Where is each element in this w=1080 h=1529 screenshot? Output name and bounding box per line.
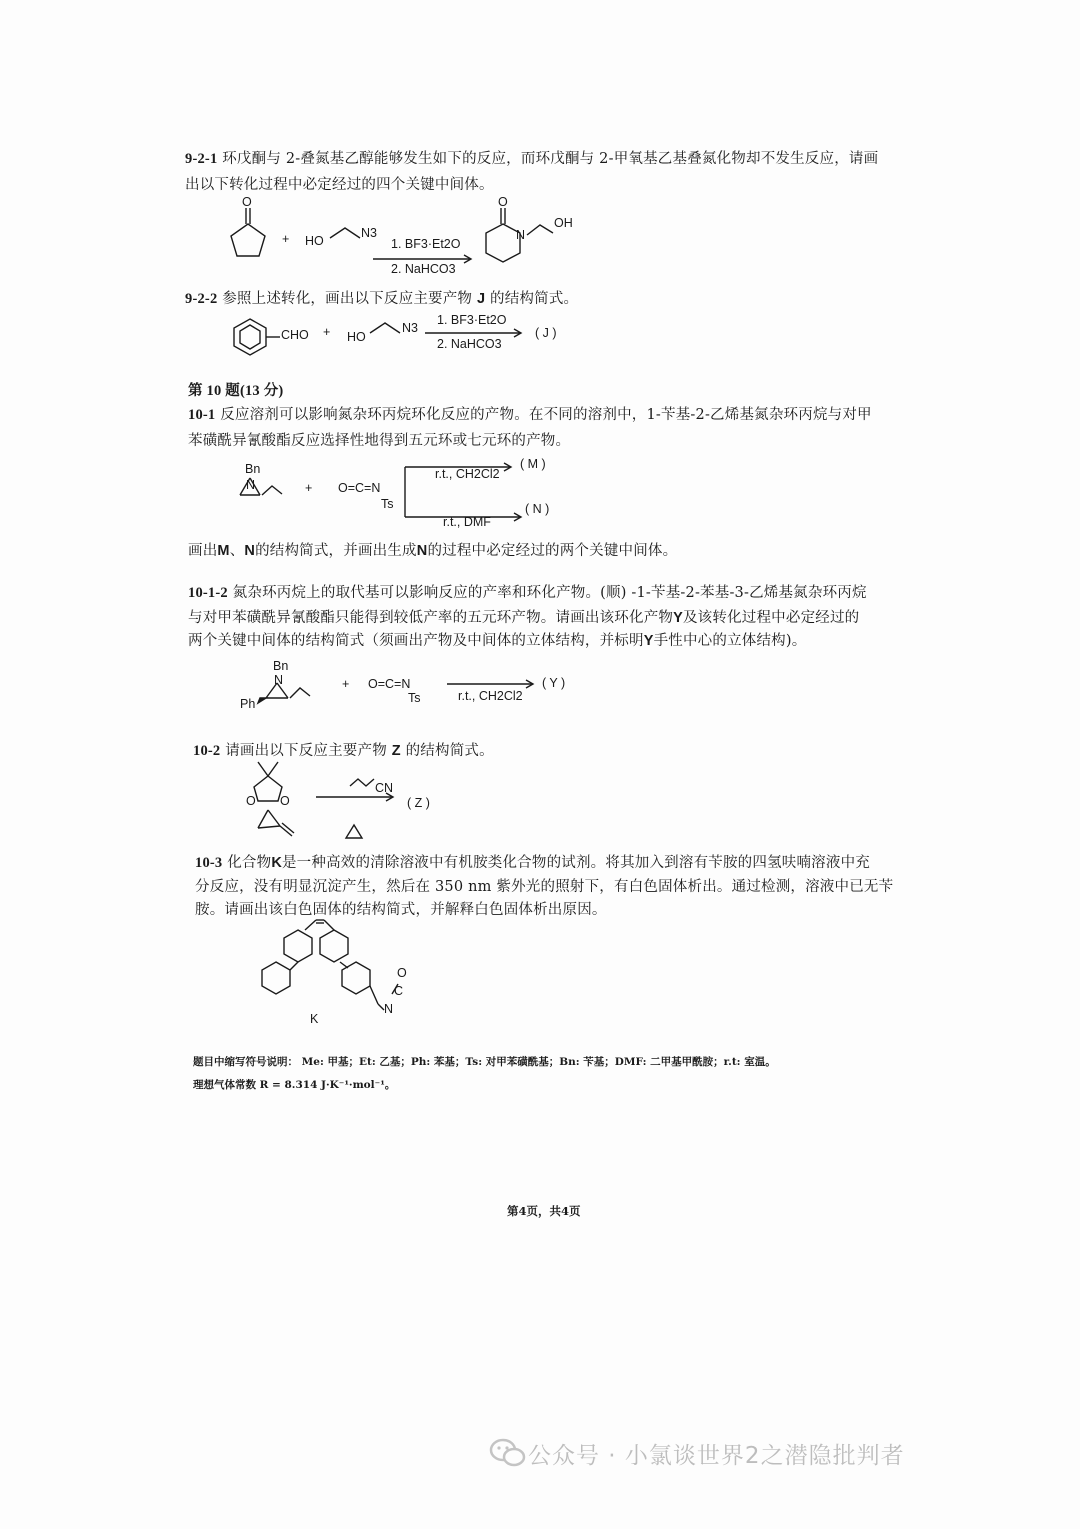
q101-q-M: M (217, 543, 230, 559)
lactam-oh-label: OH (554, 216, 573, 230)
q921-reagent1: 1. BF3·Et2O (391, 237, 461, 251)
q1012-ph-label: Ph (240, 697, 256, 711)
q1012-n-label: N (274, 673, 284, 687)
abbrev-notes: 题目中缩写符号说明： Me: 甲基；Et: 乙基；Ph: 苯基；Ts: 对甲苯磺酰基；Bn: 苄基；DMF: 二甲基甲酰胺；r.t: 室温。 (193, 1056, 776, 1068)
q101-q-N: N (244, 543, 256, 559)
cyclopentanone-structure (231, 208, 265, 256)
phenyl-vinyl-aziridine-structure (258, 683, 310, 703)
q922-plus: + (323, 325, 331, 339)
q101-q-b: 的结构简式，并画出生成 (255, 543, 417, 559)
q101-ts: Ts (381, 497, 394, 511)
q922-product: ( J ) (535, 326, 557, 340)
q921-plus: + (282, 232, 290, 246)
q101-product-M: ( M ) (520, 457, 546, 471)
q1012-cond: r.t., CH2Cl2 (458, 689, 523, 703)
q1012-plus: + (342, 677, 350, 691)
q103-text1b: 是一种高效的清除溶液中有机胺类化合物的试剂。将其加入到溶有苄胺的四氢呋喃溶液中充 (281, 855, 870, 871)
q102-number: 10-2 (193, 743, 221, 759)
q101-n-label: N (246, 478, 256, 492)
q922-text-a: 参照上述转化，画出以下反应主要产物 (222, 291, 473, 307)
q102-cn-label: CN (375, 781, 394, 795)
q922-n3-label: N3 (402, 321, 418, 335)
q922-chain (370, 323, 400, 333)
q101-cond2: r.t., DMF (443, 515, 491, 529)
q922-ho-label: HO (347, 330, 366, 344)
q102-product-label: Z (391, 743, 401, 759)
q101-q-c: 的过程中必定经过的两个关键中间体。 (427, 543, 678, 559)
q1012-product: ( Y ) (542, 676, 566, 690)
benzaldehyde-structure (234, 319, 280, 355)
q101-plus: + (305, 481, 313, 495)
q1012-text3a: 两个关键中间体的结构简式（须画出产物及中间体的立体结构，并标明 (188, 633, 644, 649)
q1012-text2a: 与对甲苯磺酰异氰酸酯只能得到较低产率的五元环产物。请画出该环化产物 (188, 610, 674, 626)
ketone-o-label: O (242, 195, 252, 209)
q101-line2: 苯磺酰异氰酸酯反应选择性地得到五元环或七元环的产物。 (188, 433, 571, 449)
q103-text1a: 化合物 (227, 855, 272, 871)
q102-text-a: 请画出以下反应主要产物 (225, 743, 387, 759)
gas-constant-note: 理想气体常数 R = 8.314 J·K⁻¹·mol⁻¹。 (193, 1079, 396, 1091)
q101-q-N2: N (416, 543, 428, 559)
q921-line2: 出以下转化过程中必定经过的四个关键中间体。 (185, 177, 494, 193)
q1012-ts: Ts (408, 691, 421, 705)
dioxane-o1-label: O (246, 794, 256, 808)
q1012-number: 10-1-2 (188, 585, 228, 601)
q1012-text2b: 及该转化过程中必定经过的 (682, 610, 860, 626)
lactam-o-label: O (498, 195, 508, 209)
q922-text-b: 的结构简式。 (490, 291, 579, 307)
lactam-n-label: N (516, 228, 526, 242)
q921-number: 9-2-1 (185, 151, 218, 167)
q101-product-N: ( N ) (525, 502, 550, 516)
q103-line3: 胺。请画出该白色固体的结构简式，并解释白色固体析出原因。 (195, 902, 607, 918)
q1012-text3-Y: Y (643, 633, 654, 649)
q1012-bn-label: Bn (273, 659, 289, 673)
q103-line2: 分反应，没有明显沉淀产生，然后在 350 nm 紫外光的照射下，有白色固体析出。通过检测，溶液中已无苄 (195, 879, 894, 895)
q103-number: 10-3 (195, 855, 223, 871)
k-n-label: N (384, 1002, 394, 1016)
q921-n3-label: N3 (361, 226, 377, 240)
q101-bn-label: Bn (245, 462, 261, 476)
q1012-isocyanate: O=C=N (368, 677, 411, 691)
q1012-text2-Y: Y (673, 610, 683, 626)
q102-text-b: 的结构简式。 (405, 743, 494, 759)
dioxane-o2-label: O (280, 794, 290, 808)
q101-q-a: 画出 (188, 543, 218, 559)
q922-number: 9-2-2 (185, 291, 218, 307)
q10-title: 第 10 题(13 分) (188, 383, 284, 399)
q921-reagent2: 2. NaHCO3 (391, 262, 456, 276)
q101-text: 反应溶剂可以影响氮杂环丙烷环化反应的产物。在不同的溶剂中，1-苄基-2-乙烯基氮杂环丙烷与对甲 (220, 407, 872, 423)
q101-isocyanate: O=C=N (338, 481, 381, 495)
compound-K-label: K (310, 1012, 319, 1026)
q101-q-sep: 、 (229, 543, 245, 559)
q102-product: ( Z ) (407, 796, 430, 810)
q921-text: 环戊酮与 2-叠氮基乙醇能够发生如下的反应，而环戊酮与 2-甲氧基乙基叠氮化物却不发生反应，请画 (222, 151, 879, 167)
q103-K: K (271, 855, 282, 871)
heat-triangle-icon (346, 825, 362, 838)
q1012-text3b: 手性中心的立体结构)。 (653, 633, 807, 649)
cho-label: CHO (281, 328, 309, 342)
compound-K-structure (262, 920, 398, 1010)
q922-reagent2: 2. NaHCO3 (437, 337, 502, 351)
k-o-label: O (397, 966, 407, 980)
k-c-label: C (394, 984, 404, 998)
q101-number: 10-1 (188, 407, 216, 423)
watermark: 公众号 · 小氯谈世界2之潜隐批判者 (528, 1443, 905, 1469)
page-footer: 第4页，共4页 (507, 1204, 581, 1218)
q921-ho-label: HO (305, 234, 324, 248)
q101-cond1: r.t., CH2Cl2 (435, 467, 500, 481)
q922-reagent1: 1. BF3·Et2O (437, 313, 507, 327)
q922-product-label: J (476, 291, 486, 307)
acrylonitrile-chain (350, 779, 374, 786)
azidoethanol-chain (330, 228, 360, 238)
q1012-text1: 氮杂环丙烷上的取代基可以影响反应的产率和环化产物。(顺) -1-苄基-2-苯基-3-乙烯基氮杂环丙烷 (232, 585, 867, 601)
